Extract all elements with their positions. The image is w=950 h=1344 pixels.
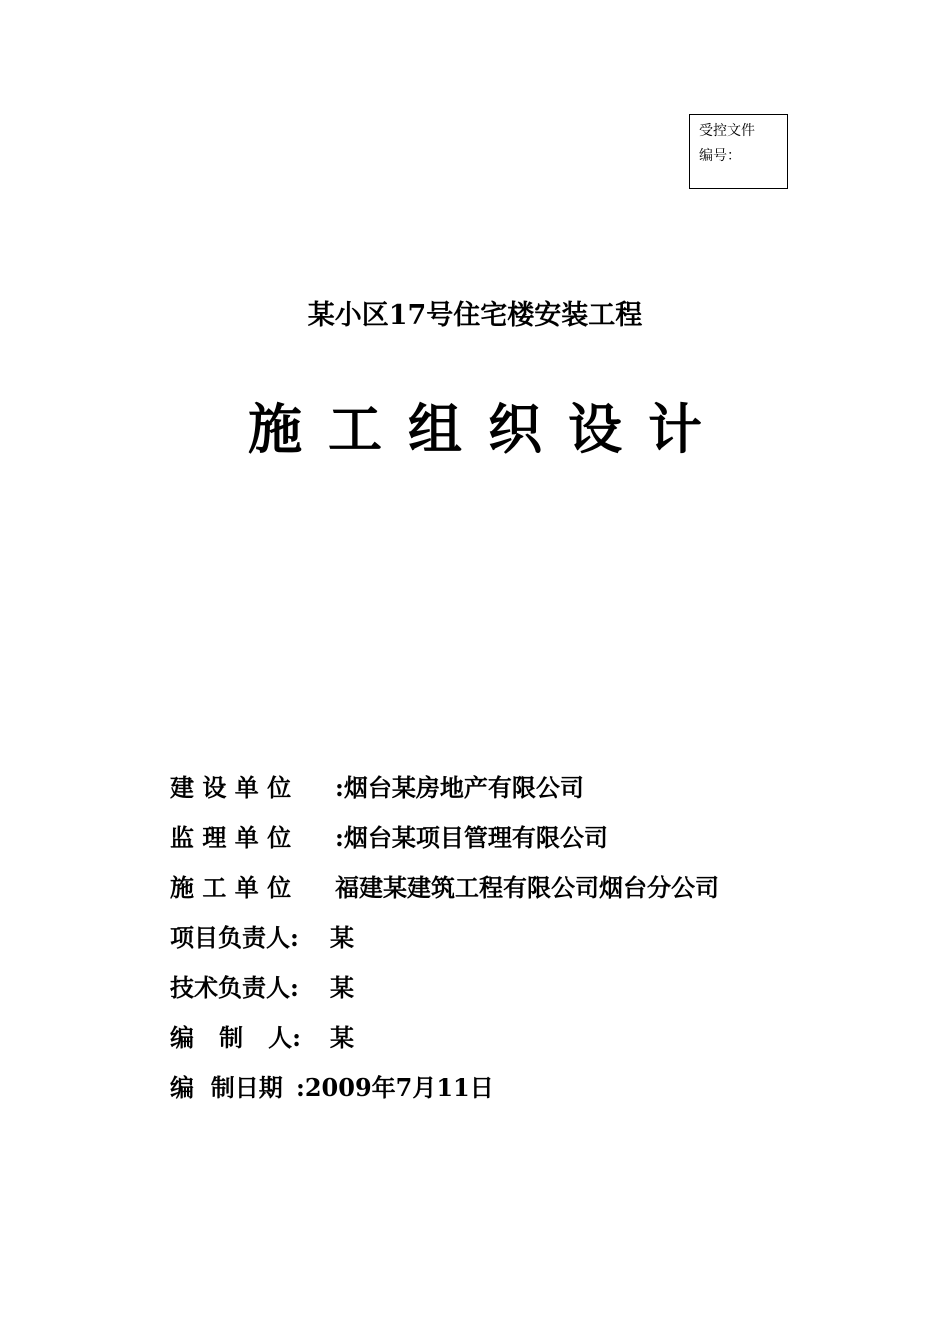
- info-row-supervisor: [170, 820, 870, 870]
- owner-label: 建 设 单 位: [170, 773, 308, 802]
- info-row-contractor: [170, 870, 870, 920]
- contractor-value: 福建某建筑工程有限公司烟台分公司: [335, 873, 719, 902]
- project-manager-value: 某: [330, 923, 354, 952]
- supervisor-value: :烟台某项目管理有限公司: [335, 823, 608, 852]
- contractor-label: 施 工 单 位: [170, 873, 308, 902]
- info-row-owner: [170, 770, 870, 820]
- supervisor-label: 监 理 单 位: [170, 823, 308, 852]
- technical-lead-label: 技术负责人:: [170, 973, 316, 1002]
- compiler-value: 某: [330, 1023, 354, 1052]
- technical-lead-value: 某: [330, 973, 354, 1002]
- document-title: 施工组织设计: [248, 397, 728, 461]
- info-row-project-manager: [170, 920, 870, 970]
- project-manager-label: 项目负责人:: [170, 923, 316, 952]
- document-number-label: 编号：: [699, 148, 741, 164]
- owner-value: :烟台某房地产有限公司: [335, 773, 584, 802]
- controlled-document-label: 受控文件: [699, 123, 755, 139]
- compile-date-label: 编 制日期: [170, 1073, 300, 1102]
- compiler-label: 编 制 人:: [170, 1023, 318, 1052]
- info-row-compiler: [170, 1020, 870, 1070]
- info-row-compile-date: [170, 1070, 870, 1120]
- project-title: 某小区17号住宅楼安装工程: [307, 300, 643, 331]
- compile-date-value: :2009年7月11日: [296, 1073, 494, 1102]
- info-row-technical-lead: [170, 970, 870, 1020]
- project-info-list: [170, 770, 870, 1120]
- controlled-document-box: [689, 114, 788, 189]
